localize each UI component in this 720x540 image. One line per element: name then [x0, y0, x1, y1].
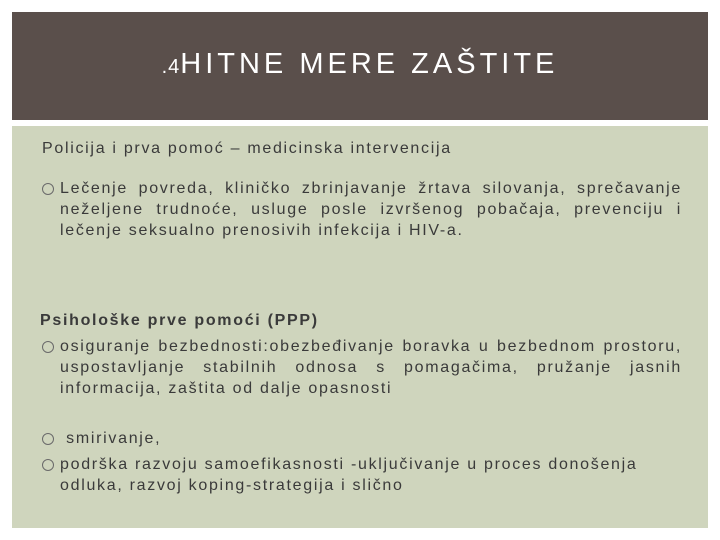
bullet-3-text: smirivanje, [60, 430, 162, 447]
bullet-item [42, 428, 682, 449]
bullet-item [42, 336, 682, 399]
section-heading: Psihološke prve pomoći (PPP) [40, 312, 319, 329]
title-number: .4 [161, 55, 181, 78]
slide-body [12, 126, 708, 528]
bullet-item [42, 454, 682, 496]
bullet-1-text: Lečenje povreda, kliničko zbrinjavanje žrtava silovanja, sprečavanje neželjene trudnoće, usluge posle izvršenog pobačaja, prevenciju i lečenje seksualno prenosivih infekcija i HIV-a. [60, 180, 682, 239]
bullet-item [42, 178, 682, 241]
title-text: HITNE MERE ZAŠTITE [180, 47, 559, 80]
slide-title [162, 48, 559, 81]
bullet-circle-icon [42, 183, 54, 195]
bullet-circle-icon [42, 433, 54, 445]
bullet-2-text: osiguranje bezbednosti:obezbeđivanje boravka u bezbednom prostoru, uspostavljanje stabilnih odnosa s pomagačima, pružanje jasnih informacija, zaštita od dalje opasnosti [60, 338, 682, 397]
bullet-circle-icon [42, 459, 54, 471]
bullet-circle-icon [42, 341, 54, 353]
slide-header [12, 12, 708, 120]
bullet-4-text: podrška razvoju samoefikasnosti -uključivanje u proces donošenja odluka, razvoj koping-strategija i slično [60, 456, 638, 494]
subheading: Policija i prva pomoć – medicinska intervencija [42, 140, 452, 157]
bullet-text-1 [42, 178, 682, 241]
